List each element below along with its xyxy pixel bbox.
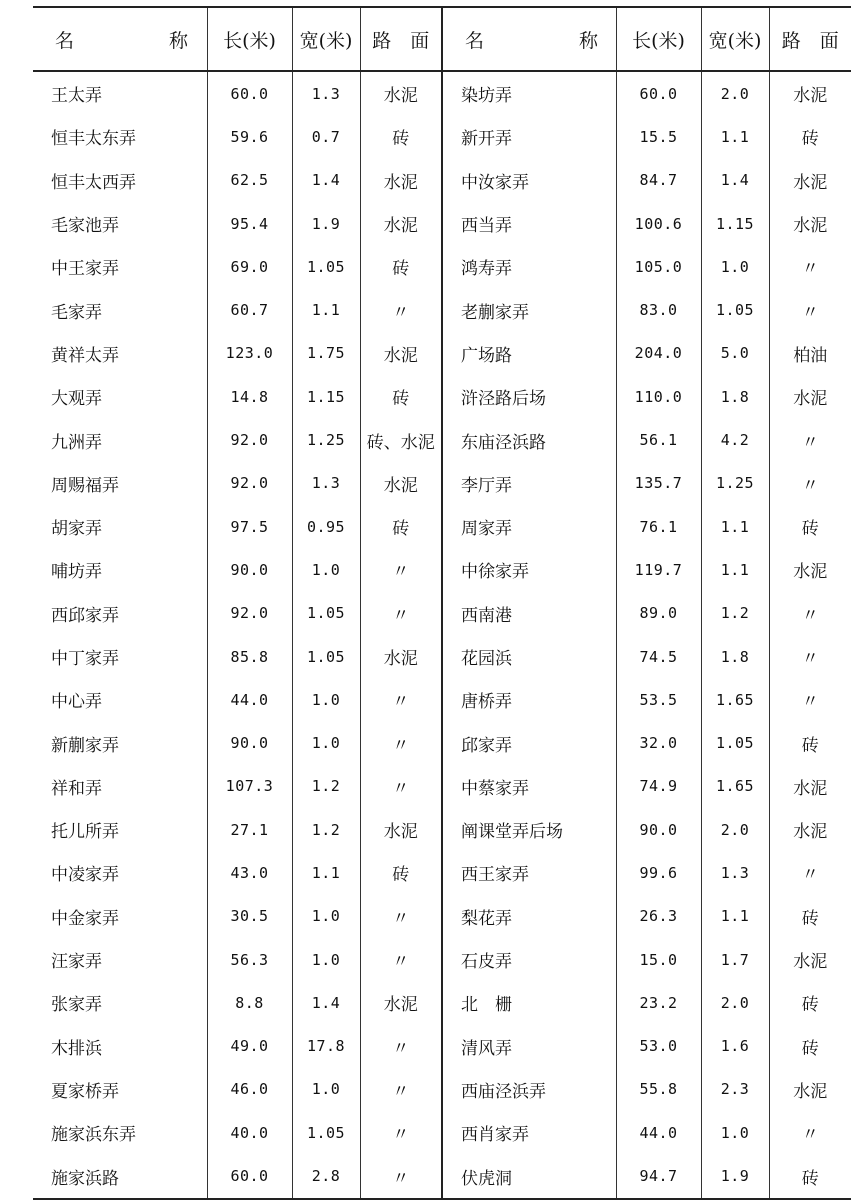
lane-length-left: 46.0 — [207, 1068, 292, 1111]
lane-surface-right: 水泥 — [769, 375, 851, 418]
table-row — [33, 765, 851, 808]
table-row — [33, 808, 851, 851]
table-row — [33, 462, 851, 505]
lane-surface-left: 砖 — [360, 115, 442, 158]
table-row — [33, 159, 851, 202]
lane-length-right: 55.8 — [616, 1068, 701, 1111]
lane-surface-right: 砖 — [769, 1025, 851, 1068]
lane-name-right: 西庙泾浜弄 — [442, 1068, 616, 1111]
lane-length-right: 23.2 — [616, 981, 701, 1024]
lane-width-left: 1.2 — [292, 765, 360, 808]
lane-surface-right: 〃 — [769, 288, 851, 331]
lane-length-right: 53.0 — [616, 1025, 701, 1068]
table-row — [33, 721, 851, 764]
lane-width-left: 1.3 — [292, 71, 360, 115]
lane-length-left: 60.0 — [207, 71, 292, 115]
lane-width-left: 1.1 — [292, 851, 360, 894]
lane-width-left: 1.0 — [292, 721, 360, 764]
lane-surface-left: 砖 — [360, 851, 442, 894]
lane-width-right: 1.25 — [701, 462, 769, 505]
lane-width-right: 2.3 — [701, 1068, 769, 1111]
lane-length-left: 27.1 — [207, 808, 292, 851]
lane-length-right: 84.7 — [616, 159, 701, 202]
lane-table — [33, 6, 851, 1200]
lane-width-right: 2.0 — [701, 71, 769, 115]
lane-width-left: 1.2 — [292, 808, 360, 851]
lane-length-left: 97.5 — [207, 505, 292, 548]
lane-name-left: 胡家弄 — [51, 519, 102, 540]
lane-length-left: 14.8 — [207, 375, 292, 418]
lane-length-right: 100.6 — [616, 202, 701, 245]
table-row — [33, 1068, 851, 1111]
lane-surface-right: 〃 — [769, 462, 851, 505]
lane-length-right: 74.9 — [616, 765, 701, 808]
lane-surface-left: 〃 — [360, 592, 442, 635]
lane-surface-right: 水泥 — [769, 1068, 851, 1111]
lane-name-left: 周赐福弄 — [51, 475, 119, 496]
lane-surface-right: 砖 — [769, 721, 851, 764]
lane-length-left: 107.3 — [207, 765, 292, 808]
lane-width-left: 1.05 — [292, 635, 360, 678]
lane-name-left: 祥和弄 — [51, 778, 102, 799]
lane-name-left: 夏家桥弄 — [51, 1081, 119, 1102]
lane-length-left: 62.5 — [207, 159, 292, 202]
lane-name-left: 施家浜路 — [33, 1154, 207, 1198]
lane-length-right: 89.0 — [616, 592, 701, 635]
lane-name-right: 清风弄 — [442, 1025, 616, 1068]
lane-name-left: 托儿所弄 — [51, 822, 119, 843]
table-row — [33, 115, 851, 158]
lane-name-left: 中王家弄 — [51, 259, 119, 280]
lane-width-right: 1.7 — [701, 938, 769, 981]
lane-width-left: 1.0 — [292, 678, 360, 721]
lane-name-left: 中金家弄 — [51, 908, 119, 929]
lane-surface-right: 砖 — [769, 115, 851, 158]
lane-length-left: 56.3 — [207, 938, 292, 981]
lane-surface-left: 水泥 — [360, 159, 442, 202]
table-row — [33, 71, 851, 115]
lane-surface-right: 水泥 — [769, 938, 851, 981]
lane-name-left: 木排浜 — [51, 1038, 102, 1059]
lane-width-right: 1.0 — [701, 245, 769, 288]
lane-table-page — [33, 6, 851, 1200]
lane-length-left: 69.0 — [207, 245, 292, 288]
lane-surface-right: 砖 — [769, 895, 851, 938]
header-width-left: 宽(米) — [292, 7, 360, 71]
lane-surface-right: 水泥 — [769, 159, 851, 202]
lane-surface-left: 〃 — [360, 1111, 442, 1154]
lane-length-right: 94.7 — [616, 1154, 701, 1198]
lane-surface-left: 〃 — [360, 288, 442, 331]
lane-name-right: 花园浜 — [442, 635, 616, 678]
lane-width-left: 1.0 — [292, 548, 360, 591]
lane-length-left: 92.0 — [207, 462, 292, 505]
lane-name-left: 毛家弄 — [51, 302, 102, 323]
lane-name-right: 西肖家弄 — [442, 1111, 616, 1154]
lane-width-right: 1.3 — [701, 851, 769, 894]
lane-name-left: 中凌家弄 — [51, 865, 119, 886]
lane-name-left: 中心弄 — [51, 692, 102, 713]
lane-surface-left: 砖 — [360, 245, 442, 288]
lane-name-left: 恒丰太东弄 — [51, 129, 136, 150]
lane-width-left: 1.9 — [292, 202, 360, 245]
lane-width-right: 1.65 — [701, 678, 769, 721]
lane-length-right: 44.0 — [616, 1111, 701, 1154]
header-name-right: 名 称 — [442, 7, 616, 71]
lane-width-right: 1.8 — [701, 635, 769, 678]
lane-length-left: 90.0 — [207, 548, 292, 591]
lane-surface-right: 〃 — [769, 635, 851, 678]
lane-length-right: 99.6 — [616, 851, 701, 894]
lane-width-left: 1.15 — [292, 375, 360, 418]
lane-length-right: 135.7 — [616, 462, 701, 505]
lane-width-left: 1.3 — [292, 462, 360, 505]
lane-surface-right: 〃 — [769, 592, 851, 635]
lane-length-right: 26.3 — [616, 895, 701, 938]
lane-surface-left: 水泥 — [360, 71, 442, 115]
lane-length-left: 92.0 — [207, 418, 292, 461]
lane-length-right: 15.5 — [616, 115, 701, 158]
lane-length-left: 123.0 — [207, 332, 292, 375]
lane-surface-right: 柏油 — [769, 332, 851, 375]
lane-width-right: 1.1 — [701, 895, 769, 938]
lane-name-left: 新蒯家弄 — [51, 735, 119, 756]
lane-length-left: 60.0 — [207, 1154, 292, 1198]
lane-surface-left: 〃 — [360, 765, 442, 808]
lane-name-right: 老蒯家弄 — [442, 288, 616, 331]
lane-length-left: 92.0 — [207, 592, 292, 635]
lane-name-left: 施家浜东弄 — [51, 1125, 136, 1146]
header-name-left: 名 称 — [33, 7, 207, 71]
lane-width-left: 1.4 — [292, 159, 360, 202]
lane-length-left: 59.6 — [207, 115, 292, 158]
lane-width-right: 1.9 — [701, 1154, 769, 1198]
lane-name-right: 北 栅 — [442, 981, 616, 1024]
table-row — [33, 851, 851, 894]
lane-width-right: 2.0 — [701, 808, 769, 851]
lane-surface-left: 〃 — [360, 1025, 442, 1068]
table-row — [33, 202, 851, 245]
lane-surface-right: 砖 — [769, 1154, 851, 1198]
lane-surface-right: 〃 — [769, 851, 851, 894]
header-width-right: 宽(米) — [701, 7, 769, 71]
lane-name-right: 阐课堂弄后场 — [442, 808, 616, 851]
lane-length-right: 105.0 — [616, 245, 701, 288]
lane-name-left: 九洲弄 — [51, 432, 102, 453]
lane-name-right: 中蔡家弄 — [442, 765, 616, 808]
lane-surface-left: 〃 — [360, 895, 442, 938]
lane-width-left: 1.75 — [292, 332, 360, 375]
lane-length-right: 76.1 — [616, 505, 701, 548]
lane-surface-left: 水泥 — [360, 635, 442, 678]
lane-name-left: 张家弄 — [51, 995, 102, 1016]
lane-name-right: 西王家弄 — [442, 851, 616, 894]
table-row — [33, 332, 851, 375]
lane-length-right: 119.7 — [616, 548, 701, 591]
lane-surface-right: 水泥 — [769, 765, 851, 808]
lane-surface-right: 砖 — [769, 981, 851, 1024]
lane-width-left: 1.05 — [292, 592, 360, 635]
lane-width-right: 1.1 — [701, 505, 769, 548]
lane-surface-right: 〃 — [769, 418, 851, 461]
lane-width-left: 1.4 — [292, 981, 360, 1024]
lane-surface-left: 砖 — [360, 505, 442, 548]
table-row — [33, 1154, 851, 1198]
lane-length-left: 90.0 — [207, 721, 292, 764]
lane-length-right: 53.5 — [616, 678, 701, 721]
lane-width-right: 1.1 — [701, 115, 769, 158]
lane-width-right: 1.15 — [701, 202, 769, 245]
header-length-right: 长(米) — [616, 7, 701, 71]
lane-name-left: 哺坊弄 — [51, 562, 102, 583]
lane-length-left: 85.8 — [207, 635, 292, 678]
lane-length-left: 95.4 — [207, 202, 292, 245]
table-body — [33, 71, 851, 1199]
lane-width-right: 4.2 — [701, 418, 769, 461]
lane-width-right: 1.05 — [701, 288, 769, 331]
lane-name-right: 伏虎洞 — [442, 1154, 616, 1198]
lane-name-right: 石皮弄 — [442, 938, 616, 981]
lane-width-right: 1.0 — [701, 1111, 769, 1154]
lane-name-right: 东庙泾浜路 — [442, 418, 616, 461]
lane-length-right: 74.5 — [616, 635, 701, 678]
lane-surface-right: 〃 — [769, 678, 851, 721]
lane-length-left: 49.0 — [207, 1025, 292, 1068]
lane-surface-left: 砖 — [360, 375, 442, 418]
table-row — [33, 1111, 851, 1154]
lane-width-right: 1.8 — [701, 375, 769, 418]
lane-surface-right: 水泥 — [769, 202, 851, 245]
table-row — [33, 592, 851, 635]
lane-width-right: 1.65 — [701, 765, 769, 808]
lane-length-right: 204.0 — [616, 332, 701, 375]
lane-name-right: 中汝家弄 — [442, 159, 616, 202]
lane-width-right: 1.6 — [701, 1025, 769, 1068]
lane-length-left: 43.0 — [207, 851, 292, 894]
lane-name-right: 鸿寿弄 — [442, 245, 616, 288]
table-row — [33, 548, 851, 591]
header-surface-right: 路 面 — [769, 7, 851, 71]
header-surface-left: 路 面 — [360, 7, 442, 71]
lane-width-left: 1.0 — [292, 895, 360, 938]
table-row — [33, 288, 851, 331]
table-row — [33, 418, 851, 461]
lane-surface-left: 水泥 — [360, 202, 442, 245]
lane-width-left: 1.0 — [292, 938, 360, 981]
lane-surface-left: 水泥 — [360, 808, 442, 851]
lane-name-right: 中徐家弄 — [442, 548, 616, 591]
lane-surface-right: 水泥 — [769, 548, 851, 591]
lane-surface-right: 砖 — [769, 505, 851, 548]
lane-surface-left: 〃 — [360, 721, 442, 764]
table-row — [33, 895, 851, 938]
lane-surface-right: 〃 — [769, 1111, 851, 1154]
lane-name-left: 汪家弄 — [51, 952, 102, 973]
lane-length-right: 15.0 — [616, 938, 701, 981]
table-row — [33, 678, 851, 721]
lane-width-left: 2.8 — [292, 1154, 360, 1198]
lane-width-right: 1.2 — [701, 592, 769, 635]
lane-surface-right: 水泥 — [769, 71, 851, 115]
lane-name-left: 恒丰太西弄 — [51, 172, 136, 193]
lane-width-left: 1.1 — [292, 288, 360, 331]
lane-name-left: 西邱家弄 — [51, 605, 119, 626]
lane-length-right: 90.0 — [616, 808, 701, 851]
lane-surface-left: 〃 — [360, 1154, 442, 1198]
lane-surface-right: 〃 — [769, 245, 851, 288]
lane-name-left: 大观弄 — [51, 389, 102, 410]
lane-width-left: 0.7 — [292, 115, 360, 158]
lane-name-right: 邱家弄 — [442, 721, 616, 764]
lane-surface-left: 水泥 — [360, 462, 442, 505]
lane-width-left: 17.8 — [292, 1025, 360, 1068]
lane-name-right: 染坊弄 — [442, 71, 616, 115]
lane-surface-left: 〃 — [360, 548, 442, 591]
lane-name-right: 西南港 — [442, 592, 616, 635]
lane-surface-left: 水泥 — [360, 981, 442, 1024]
lane-name-right: 梨花弄 — [442, 895, 616, 938]
lane-surface-left: 水泥 — [360, 332, 442, 375]
lane-width-left: 1.0 — [292, 1068, 360, 1111]
lane-length-right: 60.0 — [616, 71, 701, 115]
table-row — [33, 1025, 851, 1068]
table-row — [33, 375, 851, 418]
table-header — [33, 7, 851, 71]
lane-width-right: 5.0 — [701, 332, 769, 375]
lane-surface-left: 〃 — [360, 1068, 442, 1111]
lane-width-left: 1.05 — [292, 245, 360, 288]
lane-surface-left: 〃 — [360, 678, 442, 721]
lane-width-right: 2.0 — [701, 981, 769, 1024]
lane-surface-right: 水泥 — [769, 808, 851, 851]
lane-length-left: 44.0 — [207, 678, 292, 721]
lane-length-left: 8.8 — [207, 981, 292, 1024]
lane-length-left: 60.7 — [207, 288, 292, 331]
lane-length-right: 56.1 — [616, 418, 701, 461]
table-row — [33, 245, 851, 288]
lane-width-left: 1.05 — [292, 1111, 360, 1154]
lane-name-right: 广场路 — [442, 332, 616, 375]
lane-length-right: 110.0 — [616, 375, 701, 418]
lane-surface-left: 砖、水泥 — [360, 418, 442, 461]
table-row — [33, 938, 851, 981]
lane-width-right: 1.05 — [701, 721, 769, 764]
lane-name-left: 毛家池弄 — [51, 216, 119, 237]
header-length-left: 长(米) — [207, 7, 292, 71]
lane-name-right: 唐桥弄 — [442, 678, 616, 721]
lane-length-left: 40.0 — [207, 1111, 292, 1154]
lane-name-left: 王太弄 — [51, 86, 102, 107]
lane-width-left: 1.25 — [292, 418, 360, 461]
lane-length-right: 32.0 — [616, 721, 701, 764]
lane-name-left: 黄祥太弄 — [51, 345, 119, 366]
table-row — [33, 505, 851, 548]
lane-name-right: 浒泾路后场 — [442, 375, 616, 418]
lane-length-right: 83.0 — [616, 288, 701, 331]
lane-name-left: 中丁家弄 — [51, 649, 119, 669]
lane-name-right: 新开弄 — [442, 115, 616, 158]
lane-name-right: 周家弄 — [442, 505, 616, 548]
lane-width-right: 1.4 — [701, 159, 769, 202]
lane-surface-left: 〃 — [360, 938, 442, 981]
table-row — [33, 635, 851, 678]
lane-name-right: 李厅弄 — [442, 462, 616, 505]
table-row — [33, 981, 851, 1024]
lane-length-left: 30.5 — [207, 895, 292, 938]
lane-width-right: 1.1 — [701, 548, 769, 591]
lane-width-left: 0.95 — [292, 505, 360, 548]
lane-name-right: 西当弄 — [442, 202, 616, 245]
